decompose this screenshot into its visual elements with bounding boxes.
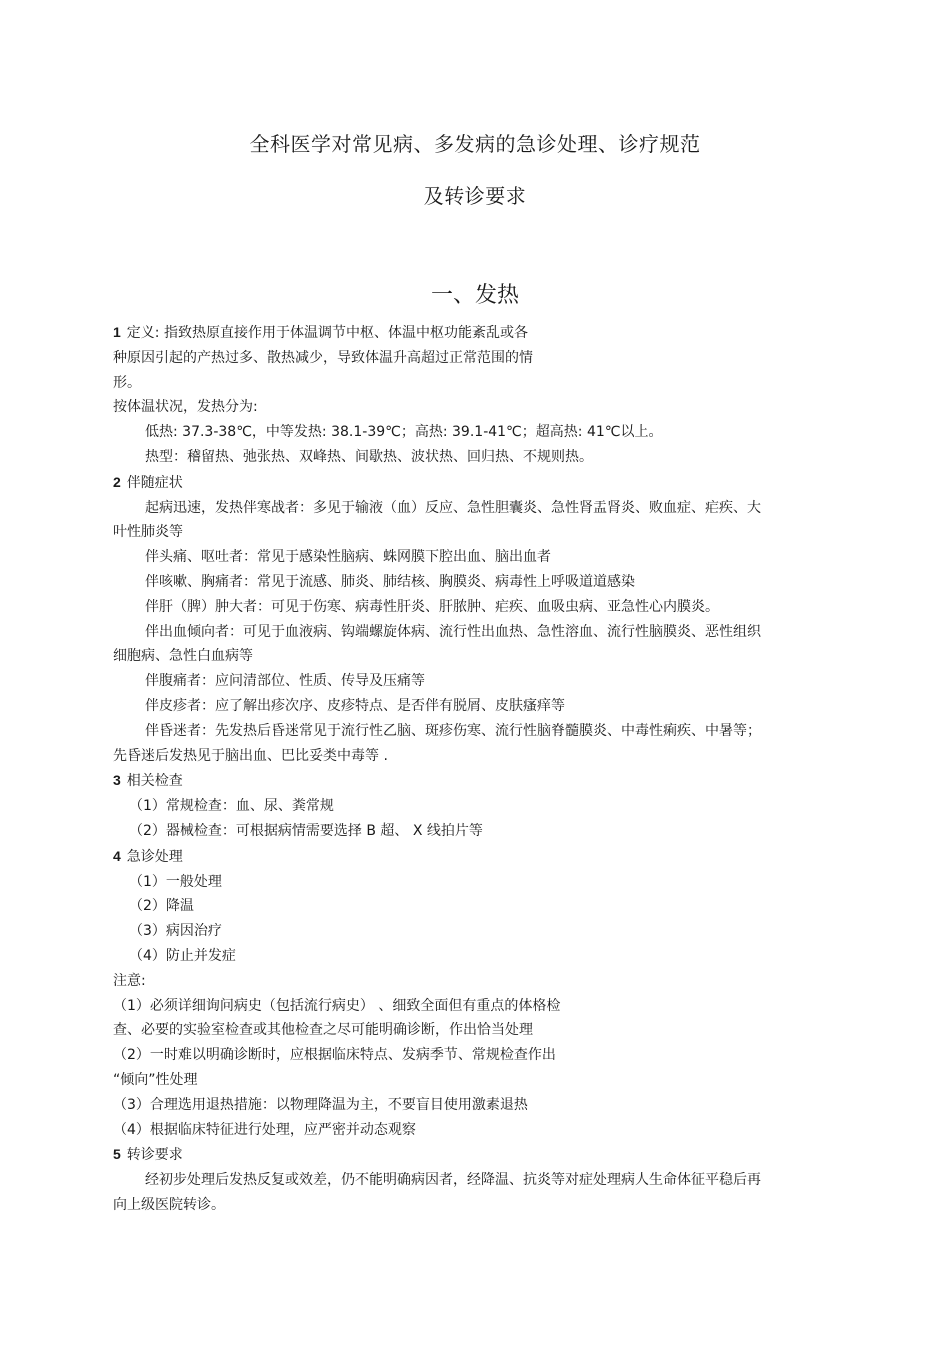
item-number: 3 [113,772,121,789]
symptom-paragraph: 伴头痛、呕吐者：常见于感染性脑病、蛛网膜下腔出血、脑出血者 [145,549,551,566]
item-number: 2 [113,473,121,490]
exams-heading [113,768,763,794]
definition-text: 定义: 指致热原直接作用于体温调节中枢、体温中枢功能紊乱或各 [126,325,528,341]
exam-item: （2）器械检查：可根据病情需要选择 B 超、 X 线拍片等 [129,822,483,839]
symptom-paragraph: 伴腹痛者：应问清部位、性质、传导及压痛等 [145,673,425,690]
note-item-continued: 查、必要的实验室检查或其他检查之尽可能明确诊断，作出恰当处理 [113,1022,533,1039]
heading-text: 伴随症状 [126,474,183,491]
note-item: （1）必须详细询问病史（包括流行病史） 、细致全面但有重点的体格检 [113,997,561,1014]
section-title: 一、发热 [430,283,519,308]
exam-item: （1）常规检查：血、尿、粪常规 [129,798,334,815]
treatment-item: （3）病因治疗 [129,923,222,940]
symptom-paragraph: 伴出血倾向者：可见于血液病、钩端螺旋体病、流行性出血热、急性溶血、流行性脑膜炎、恶性组织细胞病、急性白血病等 [113,623,761,665]
document-body [113,320,763,1218]
symptom-paragraph: 伴咳嗽、胸痛者：常见于流感、肺炎、肺结核、胸膜炎、病毒性上呼吸道道感染 [145,573,635,590]
treatment-item: （2）降温 [129,898,194,915]
symptom-paragraph: 伴皮疹者：应了解出疹次序、皮疹特点、是否伴有脱屑、皮肤瘙痒等 [145,697,565,714]
definition-line-3: 形。 [113,374,141,391]
note-item: （4）根据临床特征进行处理，应严密并动态观察 [113,1121,416,1138]
document-title-line-1: 全科医学对常见病、多发病的急诊处理、诊疗规范 [249,132,701,156]
definition-line-2: 种原因引起的产热过多、散热减少，导致体温升高超过正常范围的情 [113,349,533,366]
symptoms-heading [113,470,763,496]
note-label: 注意: [113,972,146,989]
item-number: 4 [113,847,121,864]
temperature-grades: 低热: 37.3-38℃，中等发热: 38.1-39℃；高热: 39.1-41℃；超高热: 41℃以上。 [145,424,663,441]
referral-heading [113,1142,763,1168]
heading-text: 转诊要求 [126,1147,183,1164]
fever-types: 热型：稽留热、弛张热、双峰热、间歇热、波状热、回归热、不规则热。 [145,448,593,465]
treatment-item: （1）一般处理 [129,873,222,890]
treatment-item: （4）防止并发症 [129,947,236,964]
note-item-continued: “倾向”性处理 [113,1071,198,1088]
treatment-heading [113,844,763,870]
heading-text: 相关检查 [126,773,183,790]
symptom-paragraph: 起病迅速，发热伴寒战者：多见于输液（血）反应、急性胆囊炎、急性肾盂肾炎、败血症、疟疾、大叶性肺炎等 [113,499,761,541]
symptom-paragraph: 伴昏迷者：先发热后昏迷常见于流行性乙脑、斑疹伤寒、流行性脑脊髓膜炎、中毒性痢疾、中暑等；先昏迷后发热见于脑出血、巴比妥类中毒等 . [113,722,761,764]
document-title-line-2: 及转诊要求 [423,184,527,208]
item-number: 1 [113,324,121,340]
symptom-paragraph: 伴肝（脾）肿大者：可见于伤寒、病毒性肝炎、肝脓肿、疟疾、血吸虫病、亚急性心内膜炎。 [145,598,719,615]
note-item: （2）一时难以明确诊断时，应根据临床特点、发病季节、常规检查作出 [113,1047,556,1064]
classification-intro: 按体温状况，发热分为: [113,399,258,416]
referral-paragraph: 经初步处理后发热反复或效差，仍不能明确病因者，经降温、抗炎等对症处理病人生命体征平稳后再向上级医院转诊。 [113,1172,761,1213]
item-number: 5 [113,1146,121,1163]
definition-line-1 [113,320,763,346]
heading-text: 急诊处理 [126,848,183,865]
note-item: （3）合理选用退热措施：以物理降温为主，不要盲目使用激素退热 [113,1096,528,1113]
